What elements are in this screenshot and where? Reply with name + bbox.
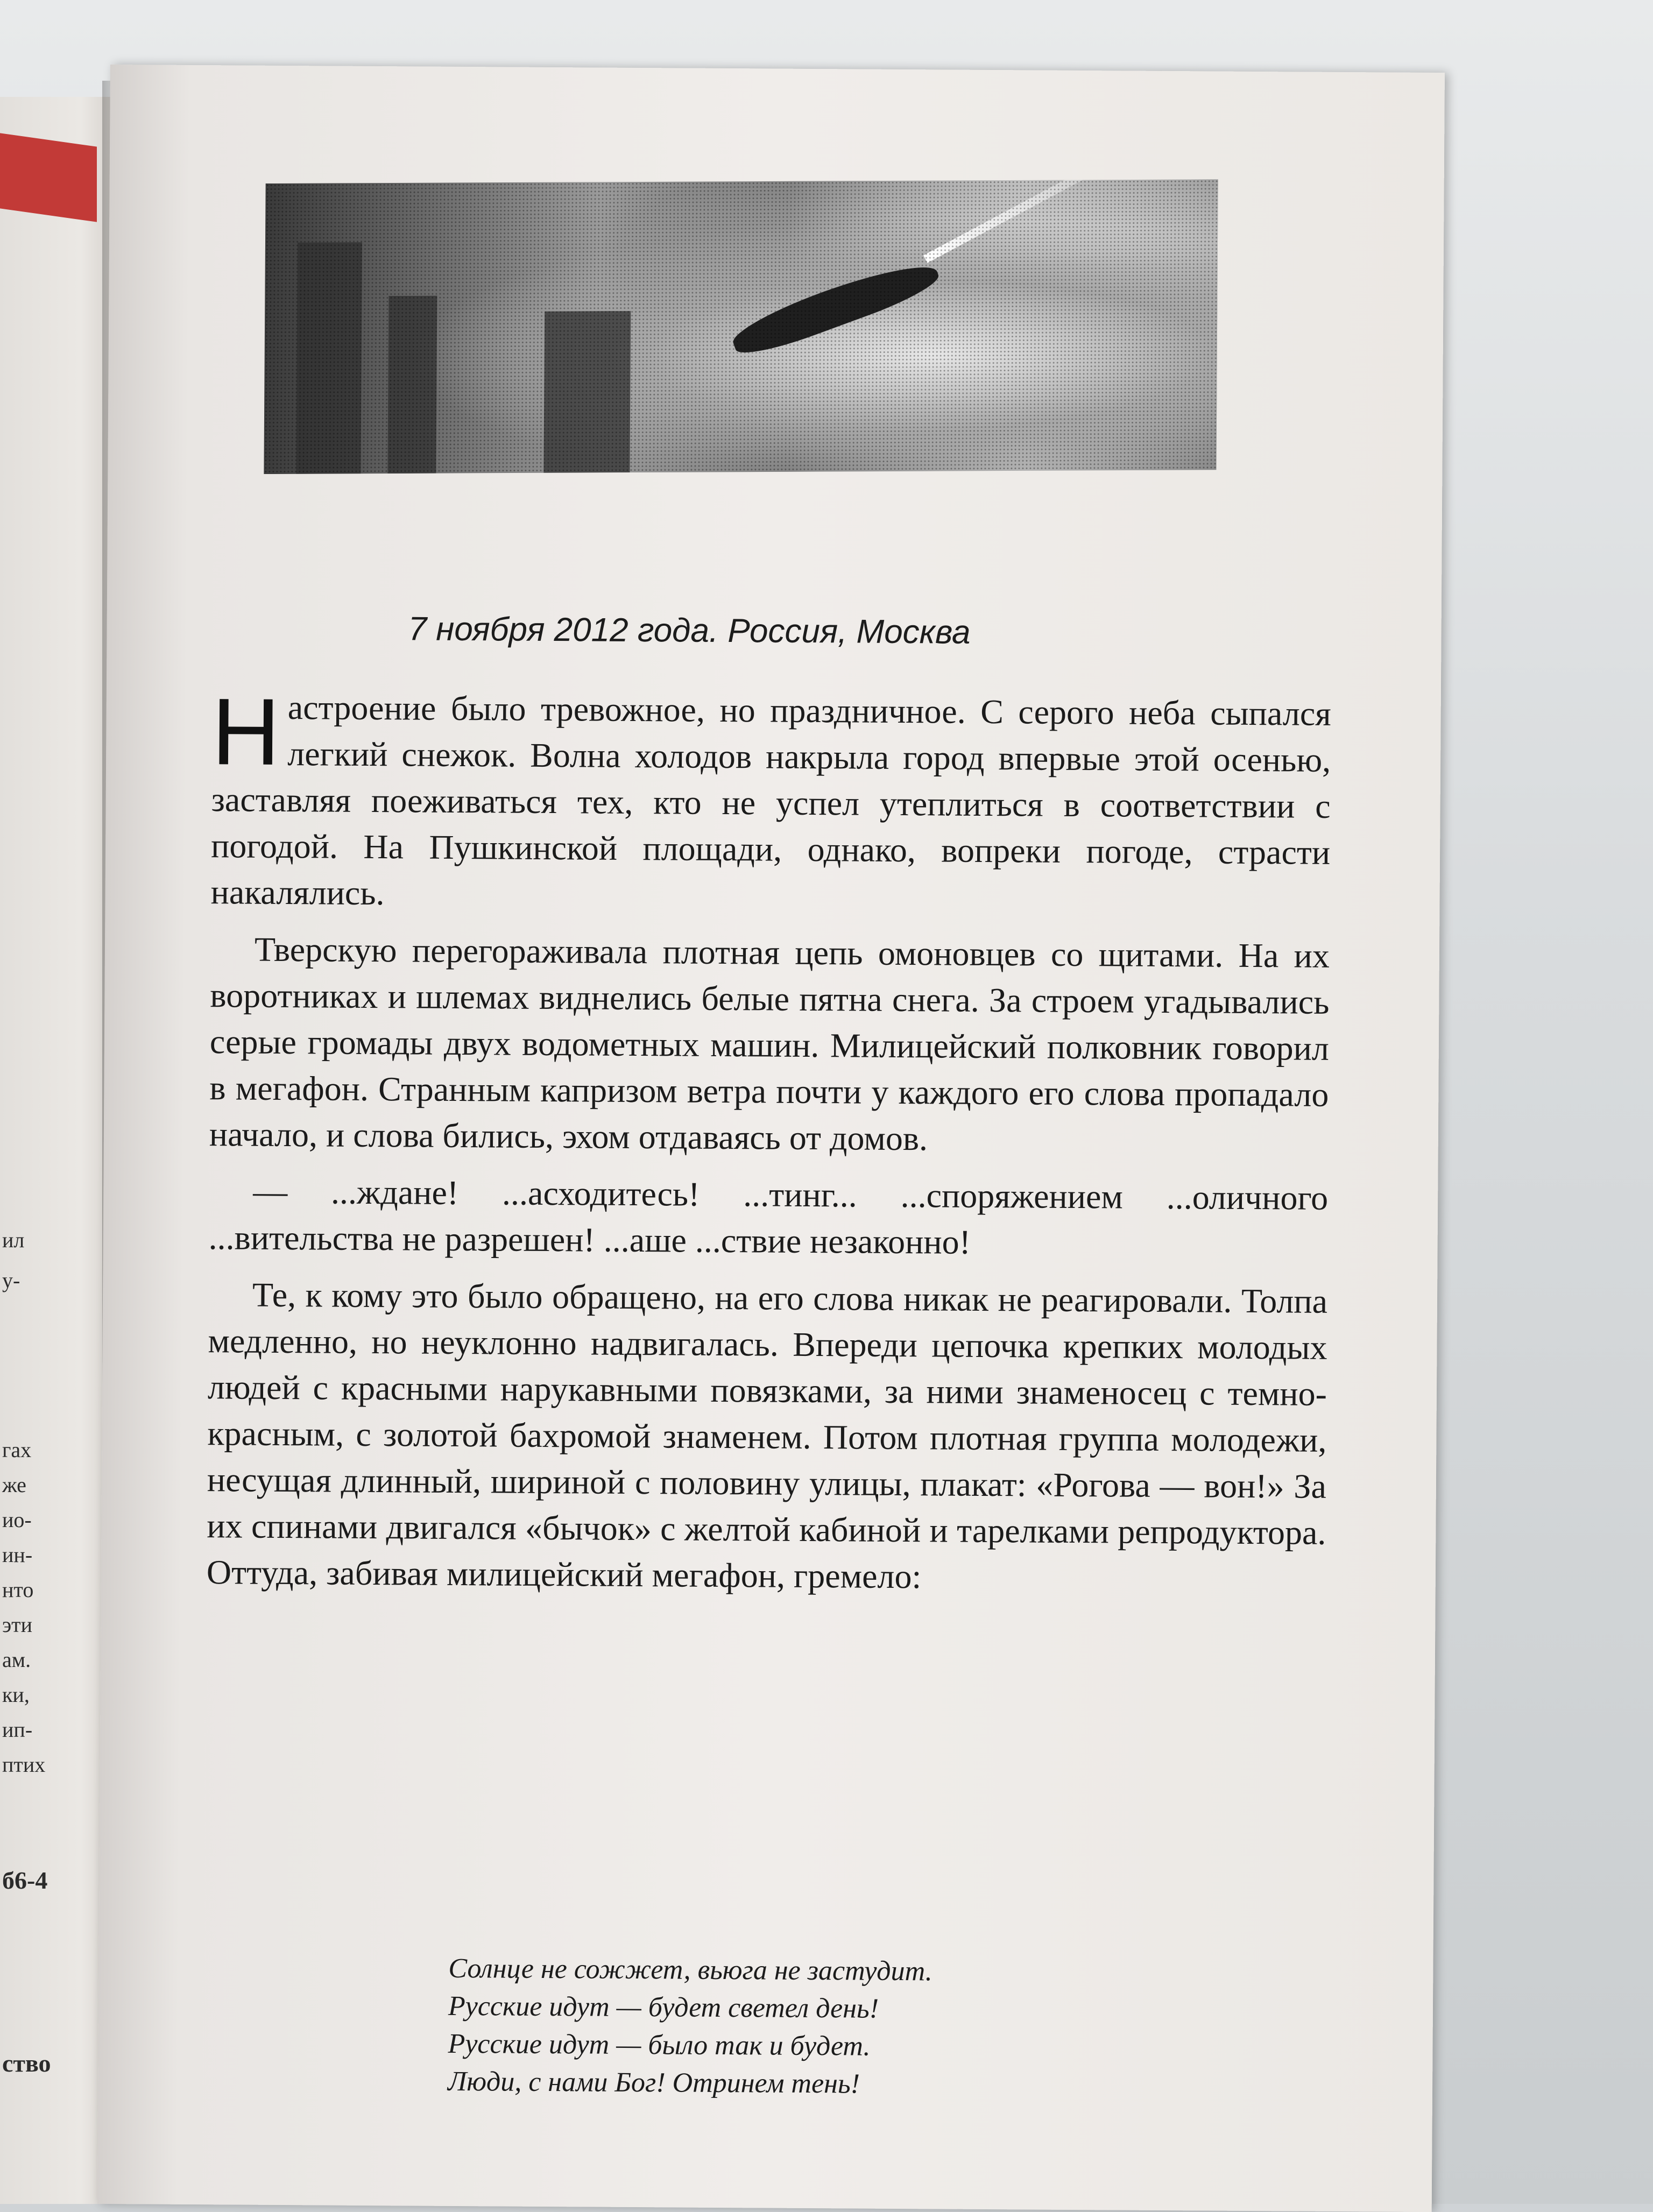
left-page-fragment: б6-4 <box>2 1867 48 1894</box>
building-silhouette <box>543 311 631 473</box>
left-page-fragment: ки, <box>2 1683 30 1707</box>
left-page-fragment: эти <box>2 1613 33 1637</box>
left-page-fragment: птих <box>2 1752 46 1777</box>
left-page-fragment: же <box>2 1473 26 1497</box>
chapter-heading: 7 ноября 2012 года. Россия, Москва <box>408 610 971 651</box>
left-page-fragment: нто <box>2 1578 34 1602</box>
chapter-body <box>206 679 1331 1602</box>
verse-line: Солнце не сожжет, вьюга не застудит. <box>448 1953 933 1987</box>
paragraph: Тверскую перегораживала плотная цепь омоновцев со щитами. На их воротниках и шлемах виднелись белые пятна снега. За строем угадывались серые громады двух водометных машин. Милицейский полковник говорил в мегафон. Странным капризом ветра почти у каждого его слова пропадало начало, и слова бились, эхом отдаваясь от домов. <box>209 930 1330 1158</box>
verse-line: Русские идут — будет светел день! <box>448 1990 879 2024</box>
left-page-fragment: ин- <box>2 1543 33 1567</box>
chapter-illustration <box>264 179 1218 474</box>
paragraph: — ...ждане! ...асходитесь! ...тинг... ...споряжением ...оличного ...вительства не разрешен! ...аше ...ствие незаконно! <box>208 1172 1329 1261</box>
building-silhouette <box>387 296 437 474</box>
left-page-fragment: ио- <box>2 1508 32 1532</box>
verse-line: Люди, с нами Бог! Отринем тень! <box>447 2066 860 2100</box>
left-page-fragment: ам. <box>2 1648 31 1672</box>
left-page-fragment: гах <box>2 1438 32 1462</box>
missile-trail <box>923 179 1147 263</box>
drop-cap: Н <box>211 679 281 785</box>
aircraft-silhouette <box>727 252 943 362</box>
book-page <box>97 65 1445 2212</box>
left-page-fragment: ил <box>2 1228 25 1252</box>
left-page-fragment: ство <box>2 2050 51 2077</box>
paragraph <box>210 679 1331 922</box>
paragraph: Те, к кому это было обращено, на его слова никак не реагировали. Толпа медленно, но неуклонно надвигалась. Впереди цепочка крепких молодых людей с красными нарукавными повязками, за ними знаменосец с темно-красным, с золотой бахромой знаменем. Потом плотная группа молодежи, несущая длинный, шириной с половину улицы, плакат: «Рогова — вон!» За их спинами двигался «бычок» с желтой кабиной и тарелками репродуктора. Оттуда, забивая милицейский мегафон, гремело: <box>206 1275 1328 1596</box>
left-page <box>0 97 116 2204</box>
paragraph-text: астроение было тревожное, но праздничное. С серого неба сыпался легкий снежок. Волна холодов накрыла город впервые этой осенью, заставляя поеживаться тех, кто не успел утеплиться в соответствии с погодой. На Пушкинской площади, однако, вопреки погоде, страсти накалялись. <box>210 688 1331 913</box>
left-page-fragment: ип- <box>2 1718 33 1742</box>
verse-line: Русские идут — было так и будет. <box>448 2028 871 2062</box>
building-silhouette <box>296 242 362 474</box>
left-page-fragment: у- <box>2 1268 20 1292</box>
book-cover-corner <box>0 133 97 222</box>
song-verse <box>448 1950 1202 2105</box>
